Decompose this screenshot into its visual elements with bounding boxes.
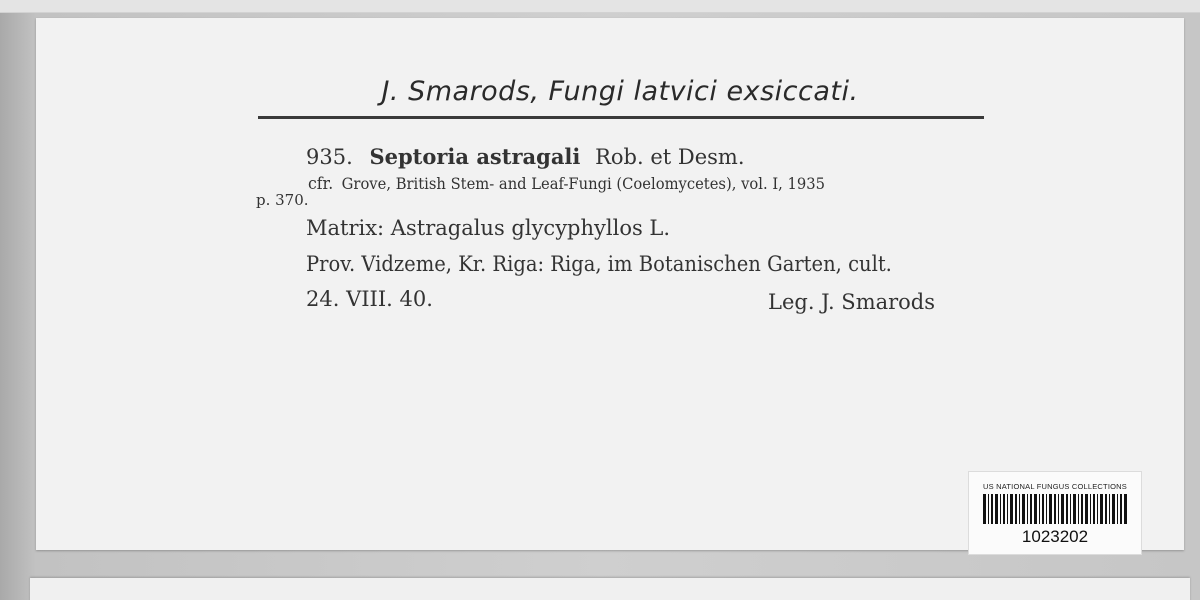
- citation-prefix: cfr.: [308, 174, 334, 194]
- header-rule-divider: [258, 116, 984, 119]
- species-name: Septoria astragali: [369, 144, 581, 169]
- barcode-caption: US NATIONAL FUNGUS COLLECTIONS: [983, 482, 1127, 491]
- matrix-line: Matrix: Astragalus glycyphyllos L.: [306, 216, 671, 240]
- top-card-edge: [0, 0, 1200, 13]
- citation-text: Grove, British Stem- and Leaf-Fungi (Coelomycetes), vol. I, 1935: [341, 174, 825, 193]
- citation-page: p. 370.: [256, 191, 309, 209]
- species-line: [306, 144, 745, 169]
- barcode-sticker: [968, 471, 1142, 555]
- exsiccata-number: 935.: [306, 145, 353, 169]
- locality-line: Prov. Vidzeme, Kr. Riga: Riga, im Botanischen Garten, cult.: [306, 252, 892, 276]
- barcode-number: 1023202: [1021, 527, 1089, 546]
- collector-line: Leg. J. Smarods: [768, 290, 936, 314]
- citation-line: [308, 174, 825, 194]
- label-header-title: J. Smarods, Fungi latvici exsiccati.: [381, 76, 859, 107]
- species-authority: Rob. et Desm.: [595, 145, 745, 169]
- next-label-card-edge: [30, 578, 1190, 600]
- barcode-icon: [983, 494, 1127, 524]
- collection-date: 24. VIII. 40.: [306, 287, 433, 311]
